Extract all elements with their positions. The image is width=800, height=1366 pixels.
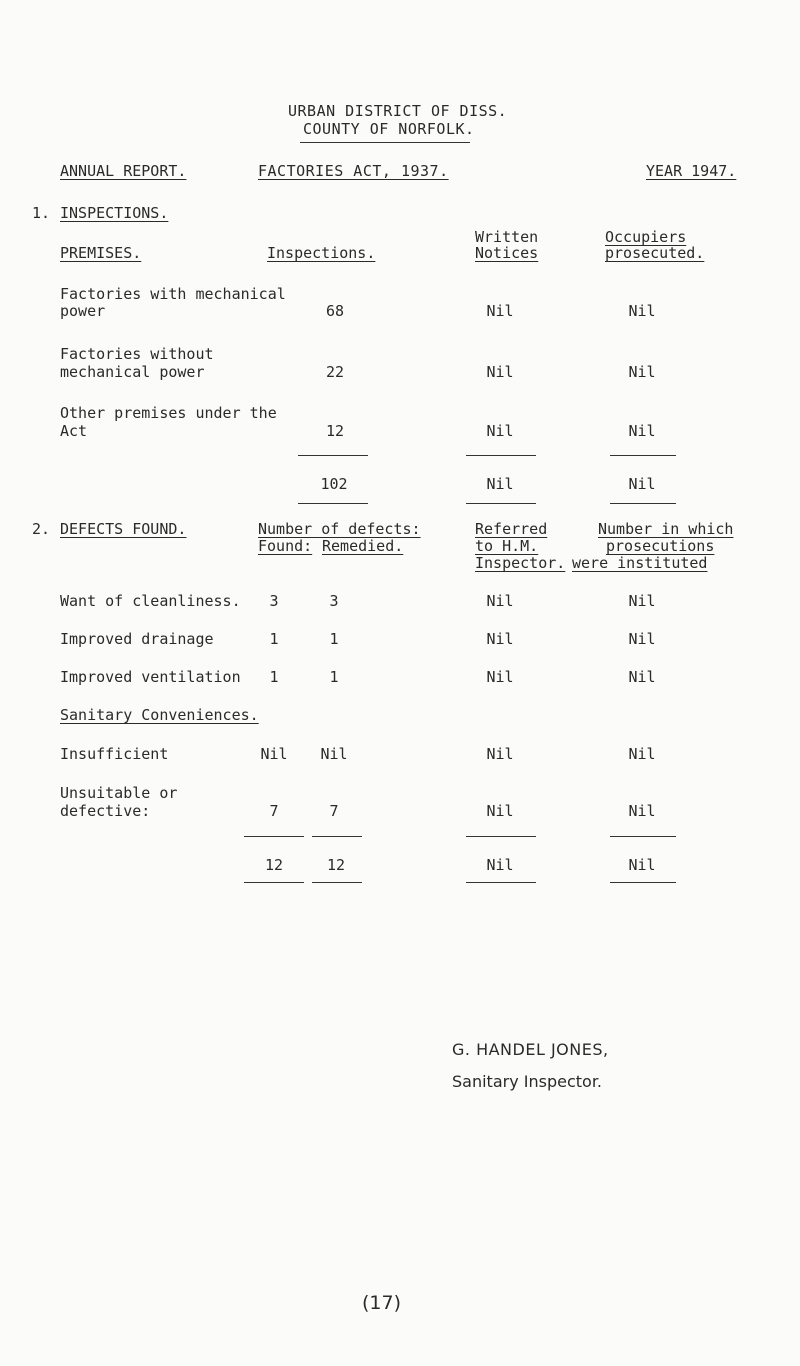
- prosecutions-total: Nil: [628, 856, 656, 874]
- notices-value: Nil: [486, 302, 514, 320]
- section2-number: 2.: [32, 520, 51, 538]
- inspections-value: 12: [325, 422, 345, 440]
- inspections-header: Inspections.: [267, 244, 376, 262]
- prosecutions-value: Nil: [628, 592, 656, 610]
- prosecuted-value: Nil: [628, 363, 656, 381]
- occupiers-header-line2: prosecuted.: [605, 244, 705, 262]
- remedied-value: 1: [329, 668, 339, 686]
- total-rule: [466, 503, 536, 504]
- total-rule: [244, 882, 304, 883]
- prosecuted-total: Nil: [628, 475, 656, 493]
- row-label: power: [60, 302, 106, 320]
- row-label: Other premises under the: [60, 404, 277, 422]
- prosecutions-value: Nil: [628, 668, 656, 686]
- referred-header-line2: to H.M.: [475, 537, 539, 555]
- row-label: Insufficient: [60, 745, 169, 763]
- total-rule: [610, 455, 676, 456]
- total-rule: [466, 836, 536, 837]
- page-number: (17): [362, 1292, 402, 1314]
- referred-value: Nil: [486, 745, 514, 763]
- row-label: Factories without: [60, 345, 214, 363]
- section1-title: INSPECTIONS.: [60, 204, 169, 222]
- prosecutions-value: Nil: [628, 630, 656, 648]
- written-header-line1: Written: [475, 228, 539, 246]
- referred-value: Nil: [486, 668, 514, 686]
- found-value: 7: [269, 802, 279, 820]
- county-title: COUNTY OF NORFOLK.: [303, 120, 475, 138]
- referred-value: Nil: [486, 802, 514, 820]
- row-label: Act: [60, 422, 88, 440]
- remedied-header: Remedied.: [322, 537, 404, 555]
- written-header-line2: Notices: [475, 244, 539, 262]
- total-rule: [244, 836, 304, 837]
- prosecutions-value: Nil: [628, 745, 656, 763]
- header-rule: [300, 142, 470, 143]
- row-label: Factories with mechanical: [60, 285, 286, 303]
- row-label: Improved drainage: [60, 630, 214, 648]
- remedied-value: Nil: [320, 745, 348, 763]
- total-rule: [610, 503, 676, 504]
- year-label: YEAR 1947.: [646, 162, 737, 180]
- prosecutions-header-line3: were instituted: [572, 554, 708, 572]
- prosecuted-value: Nil: [628, 302, 656, 320]
- total-rule: [312, 836, 362, 837]
- section1-number: 1.: [32, 204, 51, 222]
- remedied-value: 1: [329, 630, 339, 648]
- notices-value: Nil: [486, 422, 514, 440]
- row-label: Unsuitable or: [60, 784, 178, 802]
- row-label: Improved ventilation: [60, 668, 241, 686]
- remedied-value: 7: [329, 802, 339, 820]
- prosecutions-value: Nil: [628, 802, 656, 820]
- found-value: Nil: [260, 745, 288, 763]
- signatory-title: Sanitary Inspector.: [452, 1072, 603, 1091]
- total-rule: [466, 882, 536, 883]
- row-label: mechanical power: [60, 363, 205, 381]
- remedied-total: 12: [326, 856, 346, 874]
- referred-value: Nil: [486, 630, 514, 648]
- total-rule: [466, 455, 536, 456]
- row-label: defective:: [60, 802, 151, 820]
- found-value: 1: [269, 668, 279, 686]
- total-rule: [312, 882, 362, 883]
- referred-header-line1: Referred: [475, 520, 548, 538]
- total-rule: [298, 503, 368, 504]
- notices-total: Nil: [486, 475, 514, 493]
- referred-total: Nil: [486, 856, 514, 874]
- referred-value: Nil: [486, 592, 514, 610]
- row-label: Want of cleanliness.: [60, 592, 241, 610]
- prosecuted-value: Nil: [628, 422, 656, 440]
- remedied-value: 3: [329, 592, 339, 610]
- referred-header-line3: Inspector.: [475, 554, 566, 572]
- factories-act-label: FACTORIES ACT, 1937.: [258, 162, 449, 180]
- found-value: 1: [269, 630, 279, 648]
- sanitary-conveniences-heading: Sanitary Conveniences.: [60, 706, 259, 724]
- prosecutions-header-line1: Number in which: [598, 520, 734, 538]
- district-title: URBAN DISTRICT OF DISS.: [288, 102, 508, 120]
- signatory-name: G. HANDEL JONES,: [452, 1040, 609, 1059]
- annual-report-label: ANNUAL REPORT.: [60, 162, 187, 180]
- total-rule: [610, 836, 676, 837]
- total-rule: [298, 455, 368, 456]
- total-rule: [610, 882, 676, 883]
- inspections-value: 22: [325, 363, 345, 381]
- found-value: 3: [269, 592, 279, 610]
- found-total: 12: [264, 856, 284, 874]
- inspections-total: 102: [320, 475, 348, 493]
- found-header: Found:: [258, 537, 313, 555]
- notices-value: Nil: [486, 363, 514, 381]
- number-of-defects-header: Number of defects:: [258, 520, 421, 538]
- prosecutions-header-line2: prosecutions: [606, 537, 715, 555]
- inspections-value: 68: [325, 302, 345, 320]
- section2-title: DEFECTS FOUND.: [60, 520, 187, 538]
- occupiers-header-line1: Occupiers: [605, 228, 687, 246]
- premises-header: PREMISES.: [60, 244, 142, 262]
